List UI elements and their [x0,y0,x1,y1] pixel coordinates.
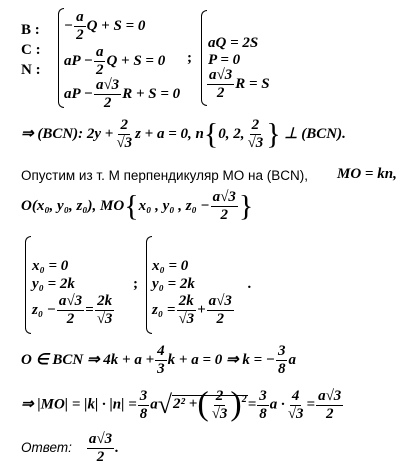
sqrt-body [172,386,248,423]
mo-f2-num: 2 [215,387,224,404]
s3-frac2-num: 2k [97,293,113,309]
system1-row2 [64,45,165,78]
system2-row2: P = 0 [208,52,241,68]
label-b: B : [21,22,40,38]
s3-eq: = [85,301,94,318]
mo-f2-den: √3 [211,405,228,422]
s4-frac-num: 2k [178,293,194,309]
mo-eq1: = [247,396,257,413]
s3-prefix: z₀ − [32,301,56,318]
mo-root-inner: 2² + [173,396,198,413]
label-c: C : [21,42,41,58]
ob-middle: k + a = 0 ⇒ k = − [167,351,275,368]
bcn-brace-start: 0, 2, [218,125,245,142]
mo-f4-num: 4 [291,387,300,404]
ob-prefix: O ∈ BCN ⇒ 4k + a + [21,351,155,368]
mo-eq [337,166,397,183]
bcn-line [21,118,346,151]
s4-frac2-num: a√3 [208,293,232,309]
mo-f5-den: 2 [325,405,334,422]
mo-a2: a · [269,396,285,413]
s3-frac-num: a√3 [58,293,83,309]
o-prefix: O(x₀, y₀, z₀), MO [21,197,125,214]
o-line [21,190,253,223]
system4-row1: x₀ = 0 [152,258,189,274]
o-bcn-line [21,344,296,377]
row2-suffix: Q + S = 0 [106,52,166,69]
row1-frac-den: 2 [76,27,84,43]
mo-f3-num: 3 [259,387,267,404]
o-inner: x₀ , y₀ , z₀ − [138,197,210,214]
mo-f4-den: √3 [287,405,304,422]
separator-1: ; [187,50,192,66]
brace-open: { [203,117,219,151]
system3-row2: y₀ = 2k [32,276,75,292]
system3-row1: x₀ = 0 [32,258,69,274]
mo-prefix: ⇒ |MO| = |k| · |n| = [21,396,137,413]
mo-f1-num: 3 [139,387,148,404]
system4-row3 [152,294,235,327]
bcn-frac2-num: 2 [251,117,260,133]
o-frac-num: a√3 [212,189,236,205]
answer-frac-den: 2 [96,449,105,465]
answer-frac-num: a√3 [88,431,113,447]
mo-line [21,388,344,422]
row2-prefix: aP − [64,52,93,69]
row1-prefix: − [64,17,74,34]
o-brace-open: { [124,189,139,223]
o-brace-close: } [238,189,254,223]
mo-sq: 2 [241,394,247,406]
system4-row2: y₀ = 2k [152,276,195,292]
bcn-suffix: ⊥ (BCN). [284,125,346,142]
o-frac-den: 2 [220,207,228,223]
answer-tail: . [115,439,119,456]
mo-f5-num: a√3 [318,387,342,404]
mo-eq-tail: , [393,166,397,182]
paren-close: ) [230,386,242,423]
paren-open: ( [197,386,209,423]
mo-a1: a [150,396,158,413]
mo-f1-den: 8 [139,405,148,422]
bcn-frac-den: √3 [116,135,133,151]
sqrt-sign: √ [157,390,173,419]
row3-prefix: aP − [64,85,93,102]
brace-close: } [266,117,281,151]
separator-2: ; [133,276,138,292]
row3-frac-num: a√3 [95,77,120,93]
system4-tail: . [248,276,252,292]
mo-eq2: = [306,396,316,413]
s2-frac-num: a√3 [209,67,233,83]
row3-suffix: R + S = 0 [122,85,181,102]
row2-frac-den: 2 [95,62,104,78]
system1-row3 [64,78,180,111]
row1-suffix: Q + S = 0 [86,17,146,34]
s2-suffix: R = S [235,75,270,92]
text-line: Опустим из т. M перпендикуляр MO на (BCN), [21,168,309,183]
system1-row1 [64,10,145,43]
s3-frac2-den: √3 [96,311,113,327]
row1-frac-num: a [76,9,84,25]
ob-frac-num: 4 [157,343,165,359]
mo-f3-den: 8 [259,405,267,422]
brace-3 [25,236,31,334]
s4-plus: + [197,301,206,318]
answer-label: Ответ: [21,439,72,455]
ob-frac2-num: 3 [277,343,286,359]
mo-eq-text: MO = kn [337,166,394,182]
row2-frac-num: a [95,44,104,60]
s4-frac-den: √3 [178,311,195,327]
s3-frac-den: 2 [66,311,75,327]
system2-row3 [206,68,270,101]
system2-row1: aQ = 2S [208,35,259,51]
label-n: N : [21,62,41,78]
s4-frac2-den: 2 [216,311,225,327]
answer-value [86,431,119,465]
bcn-frac2-den: √3 [247,135,264,151]
answer-line [21,432,119,465]
ob-frac-den: 3 [157,361,165,377]
ob-frac2-den: 8 [277,361,286,377]
s2-frac-den: 2 [216,85,225,101]
bcn-prefix: ⇒ (BCN): 2y + [21,125,114,142]
bcn-middle: z + a = 0, n [135,125,204,142]
system3-row3 [32,294,115,327]
s4-prefix: z₀ = [152,301,176,318]
bcn-frac-num: 2 [120,117,128,133]
row3-frac-den: 2 [103,95,112,111]
ob-suffix: a [288,351,296,368]
